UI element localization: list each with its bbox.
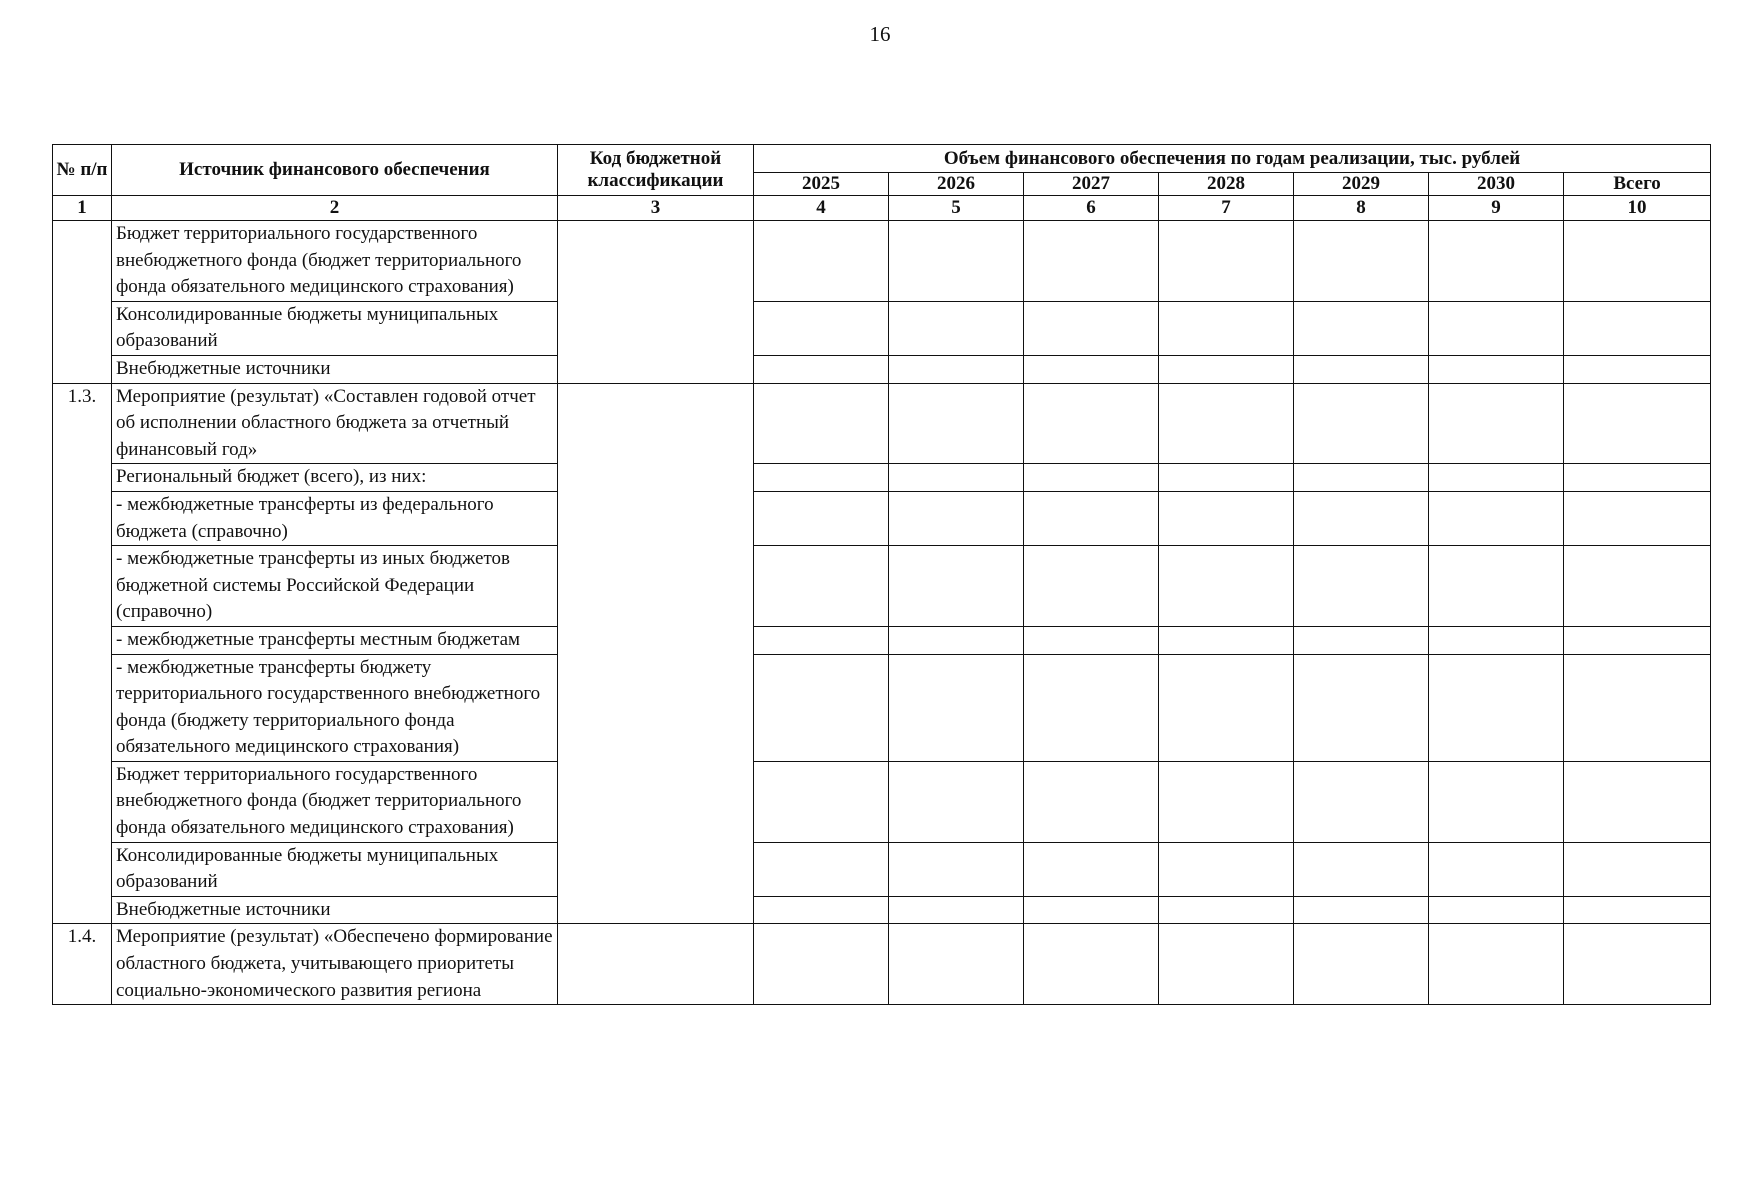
column-number: 1 [53,196,112,221]
row-source: Мероприятие (результат) «Составлен годовой отчет об исполнении областного бюджета за отчетный финансовый год» [112,383,558,464]
value-cell [1429,355,1564,383]
row-source: Внебюджетные источники [112,355,558,383]
value-cell [1564,355,1711,383]
row-source: - межбюджетные трансферты бюджету территориального государственного внебюджетного фонда (бюджету территориального фонда обязательного медицинского страхования) [112,654,558,761]
value-cell [1429,842,1564,896]
row-source: Бюджет территориального государственного внебюджетного фонда (бюджет территориального фонда обязательного медицинского страхования) [112,221,558,302]
row-source: Консолидированные бюджеты муниципальных образований [112,301,558,355]
value-cell [1429,491,1564,545]
value-cell [1159,355,1294,383]
header-volume: Объем финансового обеспечения по годам реализации, тыс. рублей [754,145,1711,173]
table-row [53,491,1711,545]
header-total: Всего [1564,173,1711,196]
column-number: 3 [558,196,754,221]
value-cell [889,221,1024,302]
header-code: Код бюджетной классификации [558,145,754,196]
value-cell [1429,761,1564,842]
header-year: 2030 [1429,173,1564,196]
table-row [53,761,1711,842]
value-cell [1294,626,1429,654]
financing-table [52,144,1711,1005]
value-cell [1294,464,1429,492]
value-cell [1159,464,1294,492]
table-row [53,221,1711,302]
value-cell [1294,842,1429,896]
value-cell [1024,491,1159,545]
header-year: 2029 [1294,173,1429,196]
value-cell [754,654,889,761]
value-cell [1564,896,1711,924]
value-cell [889,761,1024,842]
value-cell [1294,221,1429,302]
value-cell [889,896,1024,924]
value-cell [1159,654,1294,761]
value-cell [1564,464,1711,492]
header-num: № п/п [53,145,112,196]
value-cell [889,383,1024,464]
table-row [53,464,1711,492]
value-cell [1429,301,1564,355]
table-row [53,654,1711,761]
header-year: 2026 [889,173,1024,196]
value-cell [1564,842,1711,896]
value-cell [1159,761,1294,842]
value-cell [754,383,889,464]
value-cell [1564,221,1711,302]
value-cell [889,491,1024,545]
value-cell [754,355,889,383]
table-row [53,383,1711,464]
value-cell [889,842,1024,896]
value-cell [1564,924,1711,1005]
row-source: - межбюджетные трансферты из федерального бюджета (справочно) [112,491,558,545]
column-number: 8 [1294,196,1429,221]
budget-code-cell [558,383,754,924]
value-cell [1429,924,1564,1005]
value-cell [1024,221,1159,302]
table-row [53,896,1711,924]
value-cell [1024,761,1159,842]
value-cell [1024,842,1159,896]
value-cell [1159,491,1294,545]
value-cell [1294,546,1429,627]
header-year: 2027 [1024,173,1159,196]
value-cell [754,491,889,545]
value-cell [1564,301,1711,355]
table-row [53,842,1711,896]
value-cell [1159,626,1294,654]
value-cell [1024,464,1159,492]
value-cell [1159,842,1294,896]
value-cell [1159,924,1294,1005]
value-cell [1429,383,1564,464]
value-cell [1429,654,1564,761]
value-cell [1429,221,1564,302]
value-cell [889,301,1024,355]
row-source: - межбюджетные трансферты из иных бюджетов бюджетной системы Российской Федерации (справочно) [112,546,558,627]
value-cell [754,761,889,842]
value-cell [1294,301,1429,355]
value-cell [1159,301,1294,355]
row-source: Внебюджетные источники [112,896,558,924]
budget-code-cell [558,221,754,384]
value-cell [1024,654,1159,761]
budget-code-cell [558,924,754,1005]
value-cell [1159,546,1294,627]
value-cell [1159,896,1294,924]
row-source: Мероприятие (результат) «Обеспечено формирование областного бюджета, учитывающего приоритеты социально-экономического развития региона [112,924,558,1005]
value-cell [889,355,1024,383]
header-year: 2028 [1159,173,1294,196]
value-cell [1429,464,1564,492]
value-cell [1024,546,1159,627]
value-cell [1294,896,1429,924]
value-cell [1024,355,1159,383]
value-cell [1294,761,1429,842]
header-year: 2025 [754,173,889,196]
value-cell [1564,761,1711,842]
column-number: 4 [754,196,889,221]
table-row [53,546,1711,627]
value-cell [1429,896,1564,924]
value-cell [1024,301,1159,355]
header-source: Источник финансового обеспечения [112,145,558,196]
column-number: 10 [1564,196,1711,221]
value-cell [754,464,889,492]
row-number: 1.4. [53,924,112,1005]
value-cell [754,626,889,654]
row-source: Консолидированные бюджеты муниципальных образований [112,842,558,896]
column-number: 5 [889,196,1024,221]
value-cell [754,546,889,627]
value-cell [1429,626,1564,654]
table-row [53,355,1711,383]
row-source: - межбюджетные трансферты местным бюджетам [112,626,558,654]
value-cell [1564,491,1711,545]
value-cell [889,464,1024,492]
value-cell [754,896,889,924]
value-cell [1024,896,1159,924]
value-cell [754,924,889,1005]
value-cell [1564,626,1711,654]
column-number: 6 [1024,196,1159,221]
row-number: 1.3. [53,383,112,924]
value-cell [1564,546,1711,627]
value-cell [754,301,889,355]
value-cell [1294,383,1429,464]
value-cell [754,842,889,896]
row-source: Региональный бюджет (всего), из них: [112,464,558,492]
value-cell [889,546,1024,627]
value-cell [1159,221,1294,302]
row-number [53,221,112,384]
value-cell [889,626,1024,654]
value-cell [1024,383,1159,464]
page-number: 16 [869,22,891,46]
value-cell [1024,924,1159,1005]
row-source: Бюджет территориального государственного внебюджетного фонда (бюджет территориального фонда обязательного медицинского страхования) [112,761,558,842]
value-cell [889,654,1024,761]
table-row [53,924,1711,1005]
table-row [53,626,1711,654]
column-number: 7 [1159,196,1294,221]
value-cell [1564,654,1711,761]
value-cell [1294,924,1429,1005]
value-cell [1024,626,1159,654]
column-number: 2 [112,196,558,221]
value-cell [1429,546,1564,627]
value-cell [1294,491,1429,545]
table-row [53,301,1711,355]
column-number: 9 [1429,196,1564,221]
value-cell [1159,383,1294,464]
value-cell [889,924,1024,1005]
value-cell [1564,383,1711,464]
value-cell [1294,355,1429,383]
value-cell [1294,654,1429,761]
value-cell [754,221,889,302]
